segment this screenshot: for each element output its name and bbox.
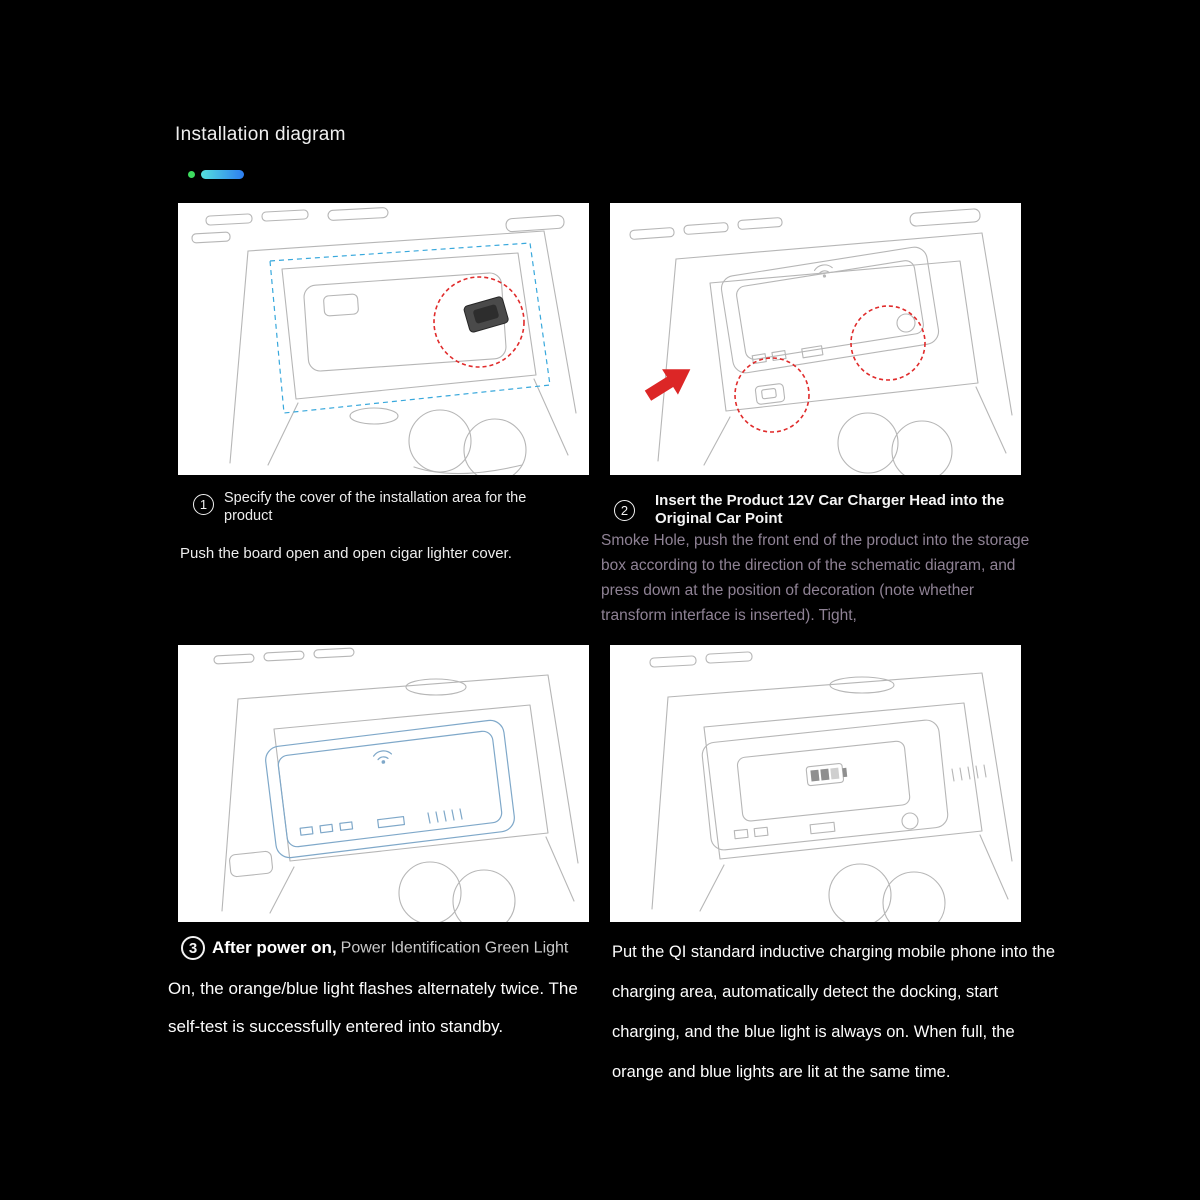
charging-pad bbox=[720, 245, 941, 374]
step1-number-badge: 1 bbox=[193, 494, 214, 515]
installed-charging-pad bbox=[264, 719, 516, 859]
step3-body: On, the orange/blue light flashes alternately twice. The self-test is successfully entered into standby. bbox=[168, 979, 578, 1036]
progress-dot-icon bbox=[188, 171, 195, 178]
step3-heading: After power on, bbox=[212, 937, 337, 957]
cigar-lighter-cover bbox=[463, 296, 509, 333]
step3-number-badge: 3 bbox=[181, 936, 205, 960]
page-title: Installation diagram bbox=[175, 124, 346, 145]
highlight-circle-icon bbox=[851, 306, 925, 380]
wireless-charging-icon bbox=[814, 264, 834, 279]
step3-heading-line bbox=[181, 936, 611, 960]
step1-body: Push the board open and open cigar lighter cover. bbox=[180, 545, 512, 562]
step2-heading: Insert the Product 12V Car Charger Head into the Original Car Point bbox=[655, 492, 1005, 527]
step3-panel bbox=[178, 645, 589, 922]
insert-direction-arrow-icon bbox=[640, 357, 698, 409]
step3-diagram bbox=[178, 645, 589, 922]
step2-body: Smoke Hole, push the front end of the product into the storage box according to the direction of the schematic diagram, and press down at the position of decoration (note whether transform interface is inserted). Tight, bbox=[601, 532, 1030, 624]
step4-diagram bbox=[610, 645, 1021, 922]
battery-charging-icon bbox=[806, 763, 848, 786]
step4-panel bbox=[610, 645, 1021, 922]
step1-diagram bbox=[178, 203, 589, 475]
step4-body: Put the QI standard inductive charging mobile phone into the charging area, automatically detect the docking, start charging, and the blue light is always on. When full, the orange and blue lights are lit at the same time. bbox=[612, 943, 1056, 1081]
vent-ticks bbox=[952, 765, 986, 781]
progress-bar-icon bbox=[201, 170, 244, 179]
step1-panel bbox=[178, 203, 589, 475]
step2-number-badge: 2 bbox=[614, 500, 635, 521]
charging-pad-with-phone bbox=[701, 719, 986, 851]
step2-diagram bbox=[610, 203, 1021, 475]
wireless-charging-icon bbox=[373, 750, 392, 765]
step1-heading: Specify the cover of the installation area for the product bbox=[224, 490, 527, 524]
step2-panel bbox=[610, 203, 1021, 475]
step3-heading-suffix: Power Identification Green Light bbox=[340, 939, 569, 957]
